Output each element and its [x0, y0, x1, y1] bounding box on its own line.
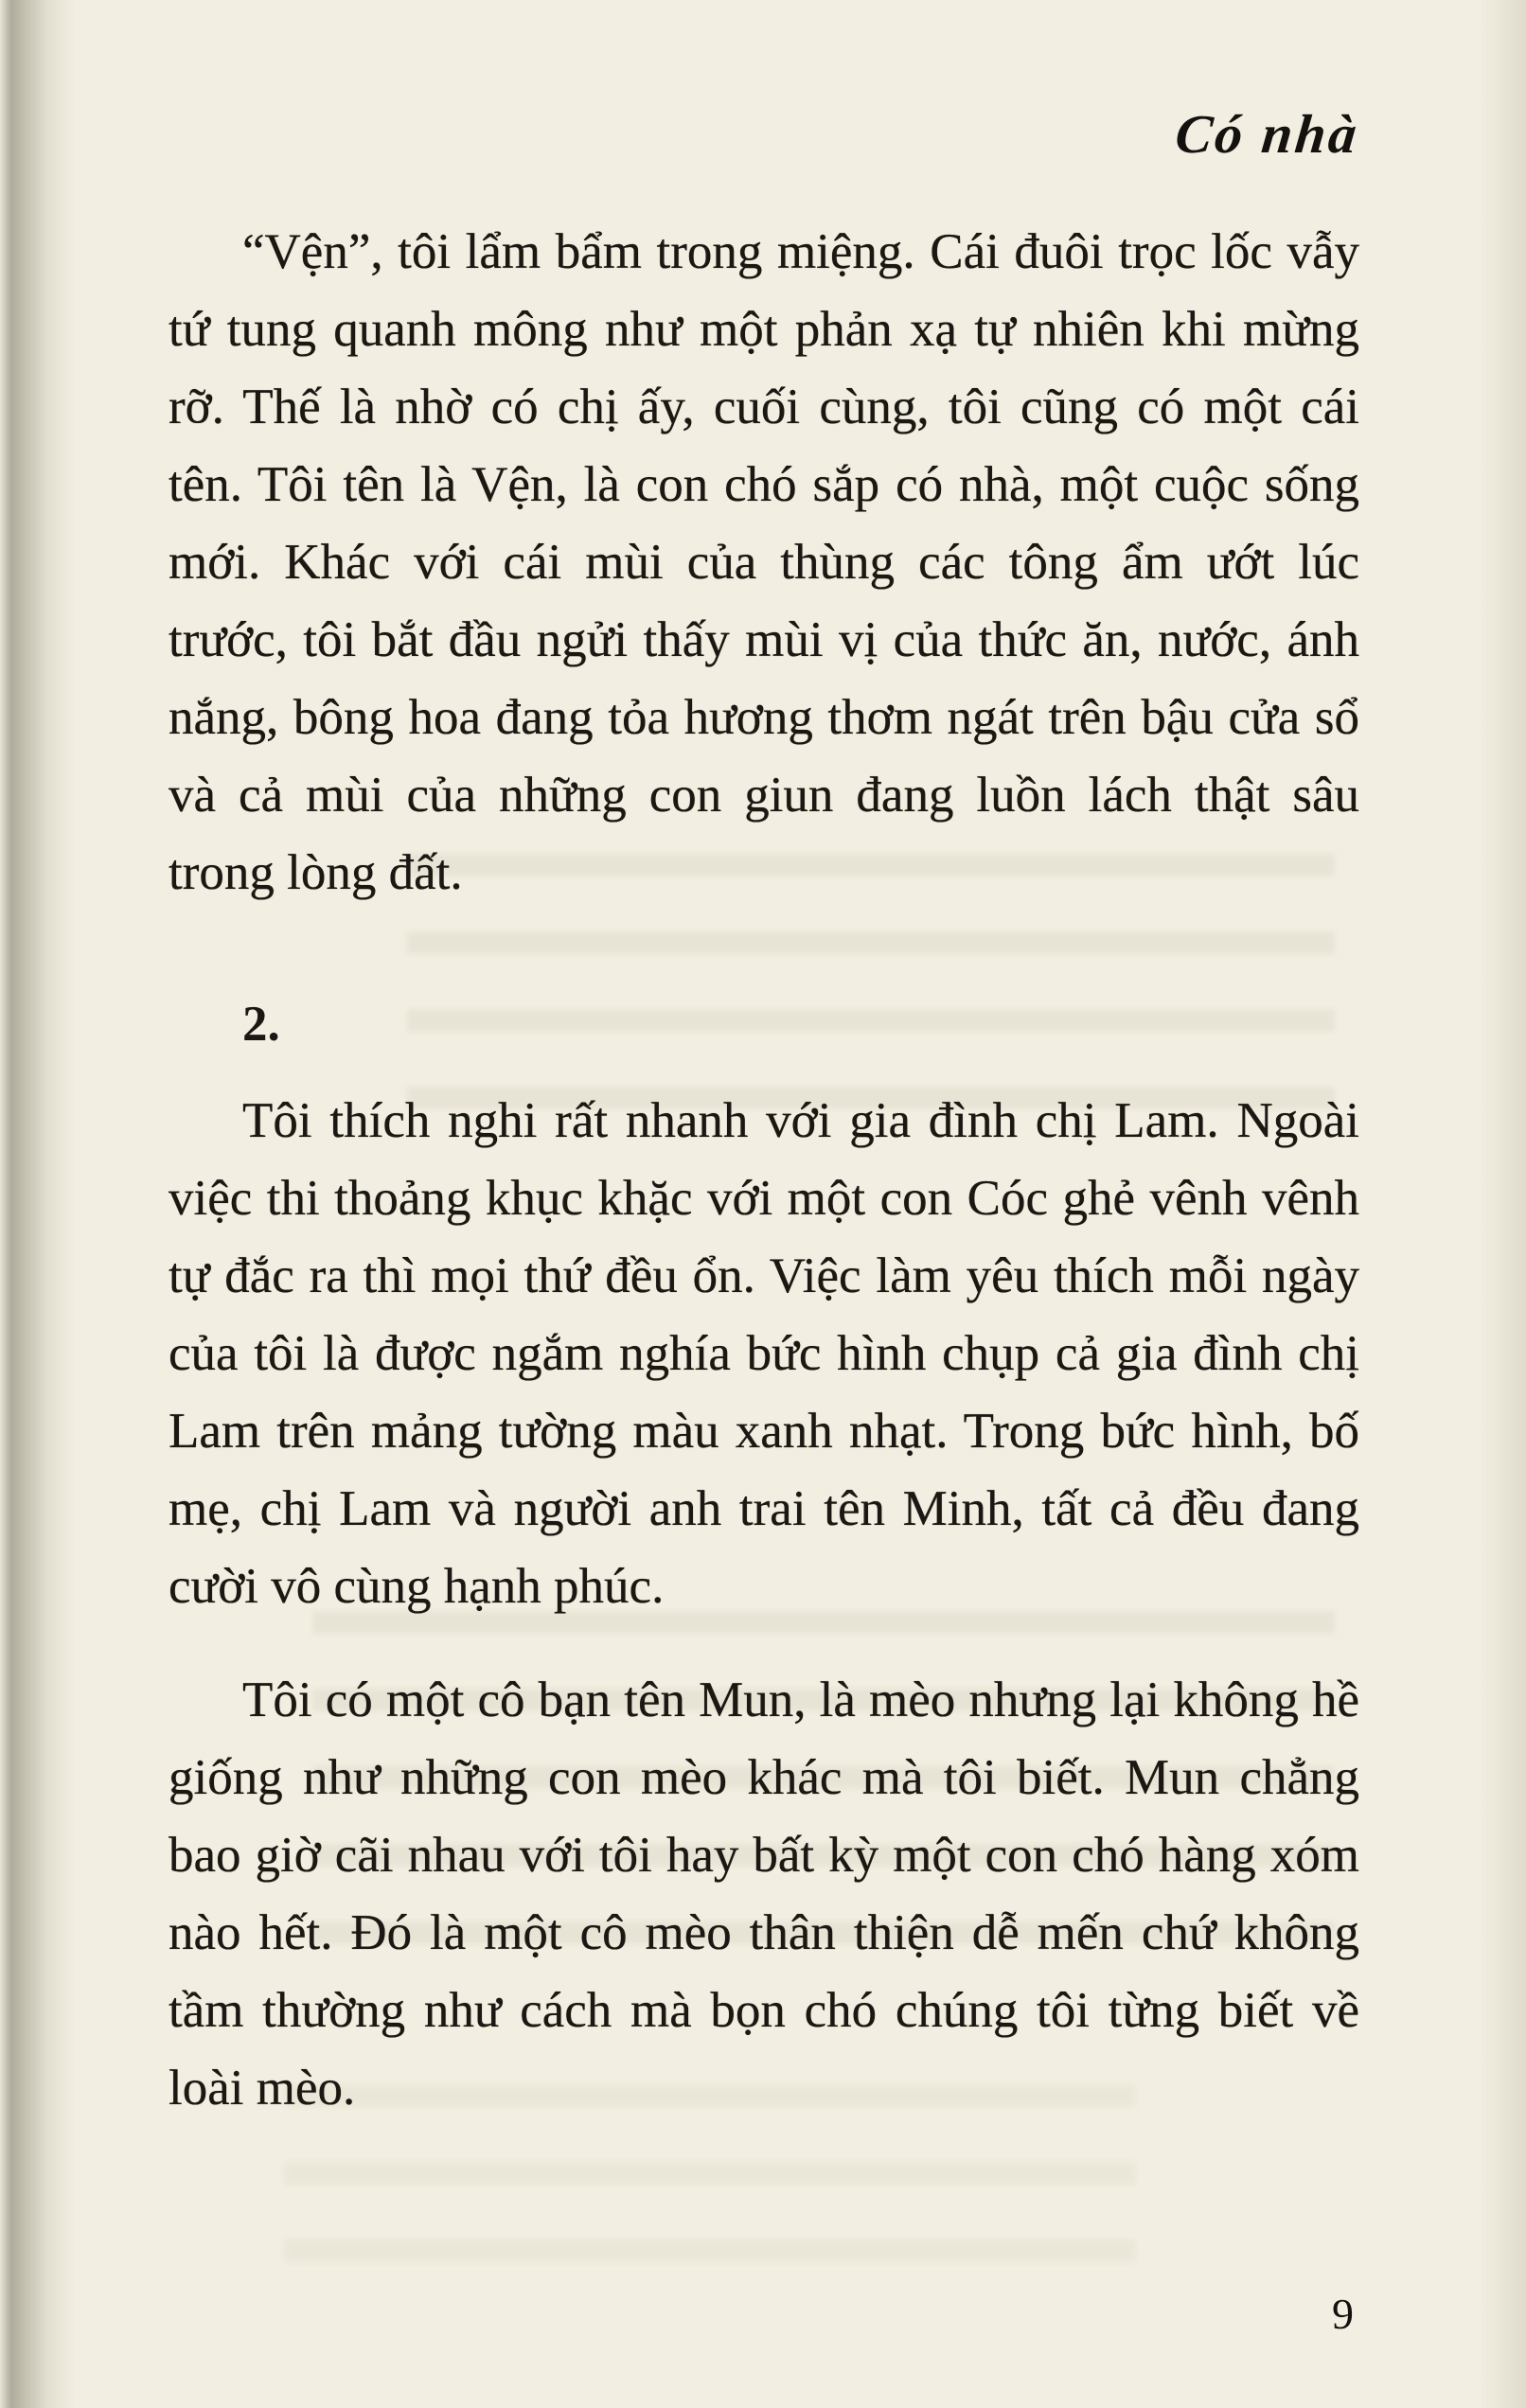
paragraph: Tôi thích nghi rất nhanh với gia đình chị Lam. Ngoài việc thi thoảng khục khặc với một con Cóc ghẻ vênh vênh tự đắc ra thì mọi thứ đều ổn. Việc làm yêu thích mỗi ngày của tôi là được ngắm nghía bức hình chụp cả gia đình chị Lam trên mảng tường màu xanh nhạt. Trong bức hình, bố mẹ, chị Lam và người anh trai tên Minh, tất cả đều đang cười vô cùng hạnh phúc. [169, 1093, 1359, 1614]
chapter-title: Có nhà [1172, 103, 1363, 165]
page-gutter-shadow [0, 0, 76, 2408]
page-number: 9 [1332, 2290, 1354, 2338]
page-edge-shadow [1479, 0, 1526, 2408]
paragraph: Tôi có một cô bạn tên Mun, là mèo nhưng lại không hề giống như những con mèo khác mà tôi biết. Mun chẳng bao giờ cãi nhau với tôi hay bất kỳ một con chó hàng xóm nào hết. Đó là một cô mèo thân thiện dễ mến chứ không tầm thường như cách mà bọn chó chúng tôi từng biết về loài mèo. [169, 1673, 1359, 2116]
section-number: 2. [242, 997, 280, 1052]
paragraph: “Vện”, tôi lẩm bẩm trong miệng. Cái đuôi trọc lốc vẫy tứ tung quanh mông như một phản xạ tự nhiên khi mừng rỡ. Thế là nhờ có chị ấy, cuối cùng, tôi cũng có một cái tên. Tôi tên là Vện, là con chó sắp có nhà, một cuộc sống mới. Khác với cái mùi của thùng các tông ẩm ướt lúc trước, tôi bắt đầu ngửi thấy mùi vị của thức ăn, nước, ánh nắng, bông hoa đang tỏa hương thơm ngát trên bậu cửa sổ và cả mùi của những con giun đang luồn lách thật sâu trong lòng đất. [169, 224, 1359, 900]
text-block [169, 213, 1359, 2127]
running-header [1173, 102, 1363, 166]
